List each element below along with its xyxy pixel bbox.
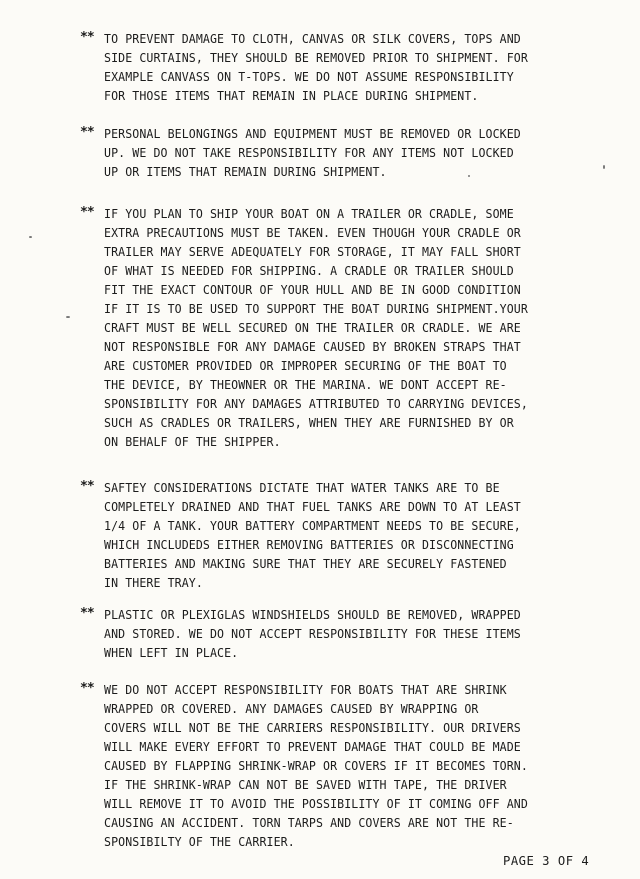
scan-speck xyxy=(66,316,70,318)
paragraph-canvas-covers xyxy=(80,30,605,106)
bullet-marker: ** xyxy=(80,205,94,220)
bullet-marker: ** xyxy=(80,606,94,621)
paragraph-safety-tanks xyxy=(80,479,605,593)
paragraph-text: TO PREVENT DAMAGE TO CLOTH, CANVAS OR SILK COVERS, TOPS AND SIDE CURTAINS, THEY SHOULD BE REMOVED PRIOR TO SHIPMENT. FOR EXAMPLE CANVASS ON T-TOPS. WE DO NOT ASSUME RESPONSIBILITY FOR THOSE ITEMS THAT REMAIN IN PLACE DURING SHIPMENT. xyxy=(104,32,528,103)
paragraph-trailer-cradle xyxy=(80,205,605,452)
bullet-marker: ** xyxy=(80,30,94,45)
paragraph-personal-belongings xyxy=(80,125,605,182)
bullet-marker: ** xyxy=(80,479,94,494)
bullet-marker: ** xyxy=(80,681,94,696)
paragraph-text: WE DO NOT ACCEPT RESPONSIBILITY FOR BOATS THAT ARE SHRINK WRAPPED OR COVERED. ANY DAMAGES CAUSED BY WRAPPING OR COVERS WILL NOT BE THE CARRIERS RESPONSIBILITY. OUR DRIVERS WILL MAKE EVERY EFFORT TO PREVENT DAMAGE THAT COULD BE MADE CAUSED BY FLAPPING SHRINK-WRAP OR COVERS IF IT BECOMES TORN. IF THE SHRINK-WRAP CAN NOT BE SAVED WITH TAPE, THE DRIVER WILL REMOVE IT TO AVOID THE POSSIBILITY OF IT COMING OFF AND CAUSING AN ACCIDENT. TORN TARPS AND COVERS ARE NOT THE RE- SPONSIBILTY OF THE CARRIER. xyxy=(104,683,528,849)
scan-speck xyxy=(29,236,32,238)
paragraph-windshields xyxy=(80,606,605,663)
paragraph-shrink-wrap xyxy=(80,681,605,852)
paragraph-text: IF YOU PLAN TO SHIP YOUR BOAT ON A TRAILER OR CRADLE, SOME EXTRA PRECAUTIONS MUST BE TAKEN. EVEN THOUGH YOUR CRADLE OR TRAILER MAY SERVE ADEQUATELY FOR STORAGE, IT MAY FALL SHORT OF WHAT IS NEEDED FOR SHIPPING. A CRADLE OR TRAILER SHOULD FIT THE EXACT CONTOUR OF YOUR HULL AND BE IN GOOD CONDITION IF IT IS TO BE USED TO SUPPORT THE BOAT DURING SHIPMENT.YOUR CRAFT MUST BE WELL SECURED ON THE TRAILER OR CRADLE. WE ARE NOT RESPONSIBLE FOR ANY DAMAGE CAUSED BY BROKEN STRAPS THAT ARE CUSTOMER PROVIDED OR IMPROPER SECURING OF THE BOAT TO THE DEVICE, BY THEOWNER OR THE MARINA. WE DONT ACCEPT RE- SPONSIBILITY FOR ANY DAMAGES ATTRIBUTED TO CARRYING DEVICES, SUCH AS CRADLES OR TRAILERS, WHEN THEY ARE FURNISHED BY OR ON BEHALF OF THE SHIPPER. xyxy=(104,207,528,449)
bullet-marker: ** xyxy=(80,125,94,140)
paragraph-text: PLASTIC OR PLEXIGLAS WINDSHIELDS SHOULD BE REMOVED, WRAPPED AND STORED. WE DO NOT ACCEPT RESPONSIBILITY FOR THESE ITEMS WHEN LEFT IN PLACE. xyxy=(104,608,521,660)
page-number: PAGE 3 OF 4 xyxy=(503,854,590,868)
scan-speck xyxy=(468,175,470,177)
paragraph-text: PERSONAL BELONGINGS AND EQUIPMENT MUST BE REMOVED OR LOCKED UP. WE DO NOT TAKE RESPONSIBILITY FOR ANY ITEMS NOT LOCKED UP OR ITEMS THAT REMAIN DURING SHIPMENT. xyxy=(104,127,521,179)
scan-speck xyxy=(603,165,605,169)
paragraph-text: SAFTEY CONSIDERATIONS DICTATE THAT WATER TANKS ARE TO BE COMPLETELY DRAINED AND THAT FUEL TANKS ARE DOWN TO AT LEAST 1/4 OF A TANK. YOUR BATTERY COMPARTMENT NEEDS TO BE SECURE, WHICH INCLUDEDS EITHER REMOVING BATTERIES OR DISCONNECTING BATTERIES AND MAKING SURE THAT THEY ARE SECURELY FASTENED IN THERE TRAY. xyxy=(104,481,521,590)
